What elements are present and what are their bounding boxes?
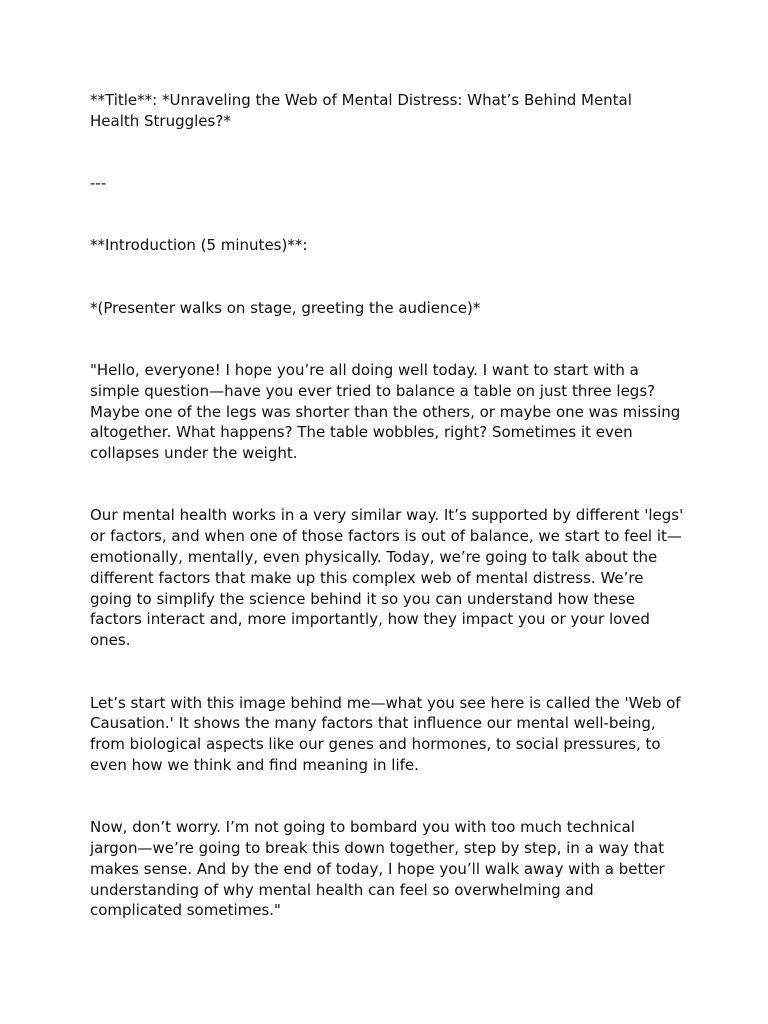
document-body: [90, 90, 684, 921]
body-paragraph-1: "Hello, everyone! I hope you’re all doing well today. I want to start with a simple question—have you ever tried to balance a table on just three legs? Maybe one of the legs was shorter than the others, or maybe one was missing altogether. What happens? The table wobbles, right? Sometimes it even collapses under the weight.: [90, 360, 681, 463]
body-paragraph-2: Our mental health works in a very similar way. It’s supported by different 'legs' or factors, and when one of those factors is out of balance, we start to feel it—emotionally, mentally, even physically. Today, we’re going to talk about the different factors that make up this complex web of mental distress. We’re going to simplify the science behind it so you can understand how these factors interact and, more importantly, how they impact you or your loved ones.: [90, 506, 684, 650]
section-divider: ---: [90, 174, 107, 193]
body-paragraph-3: Let’s start with this image behind me—what you see here is called the 'Web of Causation.' It shows the many factors that influence our mental well-being, from biological aspects like our genes and hormones, to social pressures, to even how we think and find meaning in life.: [90, 693, 681, 774]
introduction-heading: **Introduction (5 minutes)**:: [90, 236, 308, 255]
body-paragraph-4: Now, don’t worry. I’m not going to bombard you with too much technical jargon—we’re going to break this down together, step by step, in a way that makes sense. And by the end of today, I hope you’ll walk away with a better understanding of why mental health can feel so overwhelming and complicated sometimes.": [90, 818, 665, 920]
title-paragraph: **Title**: *Unraveling the Web of Mental Distress: What’s Behind Mental Health Struggles?*: [90, 91, 632, 130]
stage-direction: *(Presenter walks on stage, greeting the audience)*: [90, 298, 481, 317]
